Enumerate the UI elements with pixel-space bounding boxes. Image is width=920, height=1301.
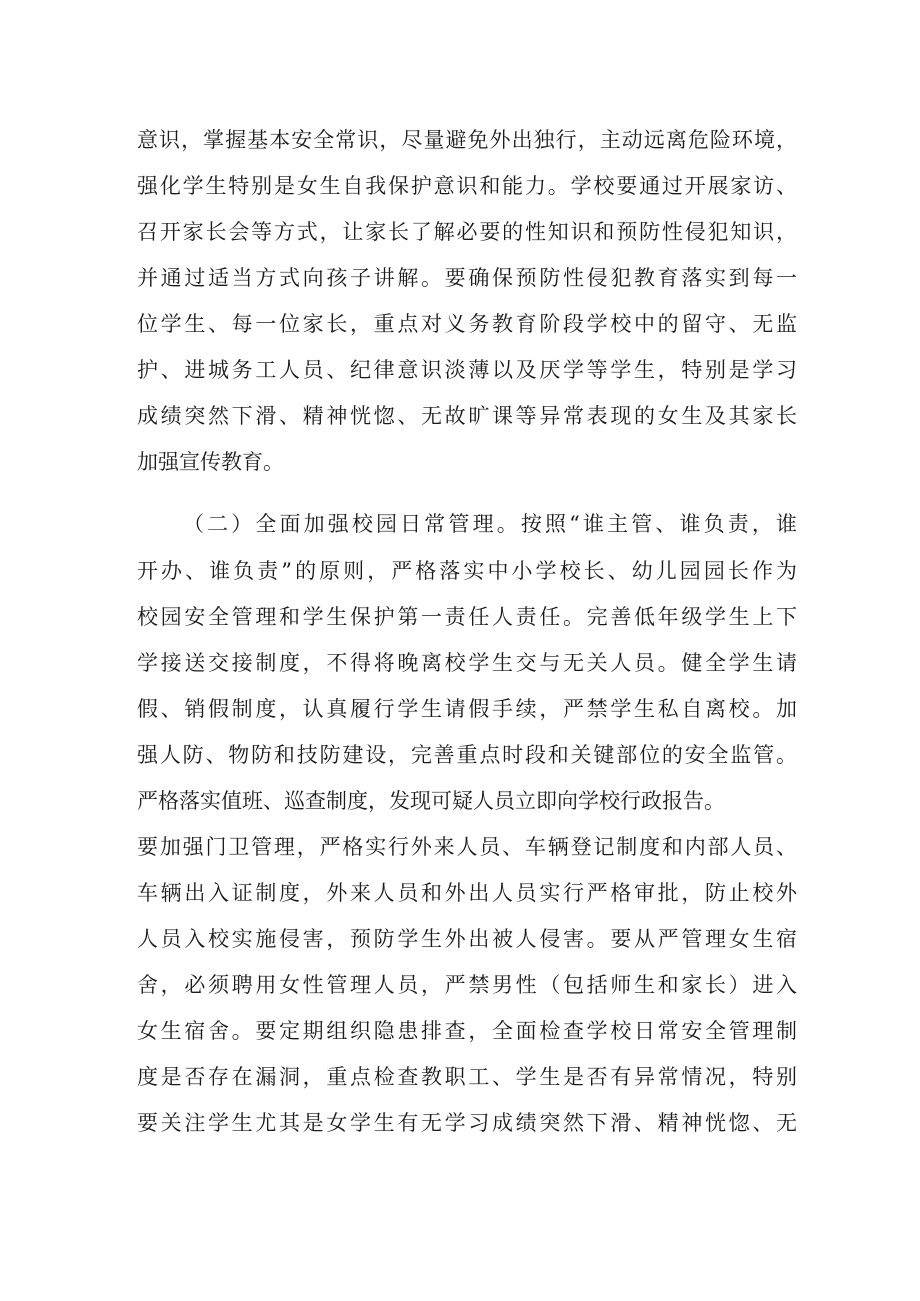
paragraph-2-line-3: 校园安全管理和学生保护第一责任人责任。完善低年级学生上下 [137, 605, 797, 629]
paragraph-1-line-2: 强化学生特别是女生自我保护意识和能力。学校要通过开展家访、 [137, 174, 797, 198]
paragraph-2-line-4: 学接送交接制度，不得将晚离校学生交与无关人员。健全学生请 [137, 651, 797, 675]
paragraph-1-line-4: 并通过适当方式向孩子讲解。要确保预防性侵犯教育落实到每一 [137, 266, 797, 290]
paragraph-2-line-10: 人员入校实施侵害，预防学生外出被人侵害。要从严管理女生宿 [137, 927, 797, 951]
paragraph-2-line-5: 假、销假制度，认真履行学生请假手续，严禁学生私自离校。加 [137, 697, 797, 721]
paragraph-2-line-13: 度是否存在漏洞，重点检查教职工、学生是否有异常情况，特别 [137, 1065, 797, 1089]
paragraph-2-line-12: 女生宿舍。要定期组织隐患排查，全面检查学校日常安全管理制 [137, 1019, 797, 1043]
paragraph-1-line-6: 护、进城务工人员、纪律意识淡薄以及厌学等学生，特别是学习 [137, 358, 797, 382]
paragraph-1-line-8: 加强宣传教育。 [137, 450, 284, 474]
paragraph-2-line-1: （二）全面加强校园日常管理。按照“谁主管、谁负责，谁 [183, 512, 797, 536]
paragraph-1-line-5: 位学生、每一位家长，重点对义务教育阶段学校中的留守、无监 [137, 312, 797, 336]
paragraph-2-line-11: 舍，必须聘用女性管理人员，严禁男性（包括师生和家长）进入 [137, 973, 797, 997]
paragraph-2-line-2: 开办、谁负责”的原则，严格落实中小学校长、幼儿园园长作为 [137, 559, 797, 583]
paragraph-1-line-7: 成绩突然下滑、精神恍惚、无故旷课等异常表现的女生及其家长 [137, 404, 797, 428]
paragraph-2-line-6: 强人防、物防和技防建设，完善重点时段和关键部位的安全监管。 [137, 743, 797, 767]
paragraph-2-line-9: 车辆出入证制度，外来人员和外出人员实行严格审批，防止校外 [137, 881, 797, 905]
paragraph-1-line-1: 意识，掌握基本安全常识，尽量避免外出独行，主动远离危险环境， [137, 128, 797, 152]
paragraph-1-line-3: 召开家长会等方式，让家长了解必要的性知识和预防性侵犯知识， [137, 220, 797, 244]
paragraph-2-line-14: 要关注学生尤其是女学生有无学习成绩突然下滑、精神恍惚、无 [137, 1111, 797, 1135]
paragraph-2-line-8: 要加强门卫管理，严格实行外来人员、车辆登记制度和内部人员、 [137, 835, 797, 859]
paragraph-2-line-7: 严格落实值班、巡查制度，发现可疑人员立即向学校行政报告。 [137, 789, 725, 813]
